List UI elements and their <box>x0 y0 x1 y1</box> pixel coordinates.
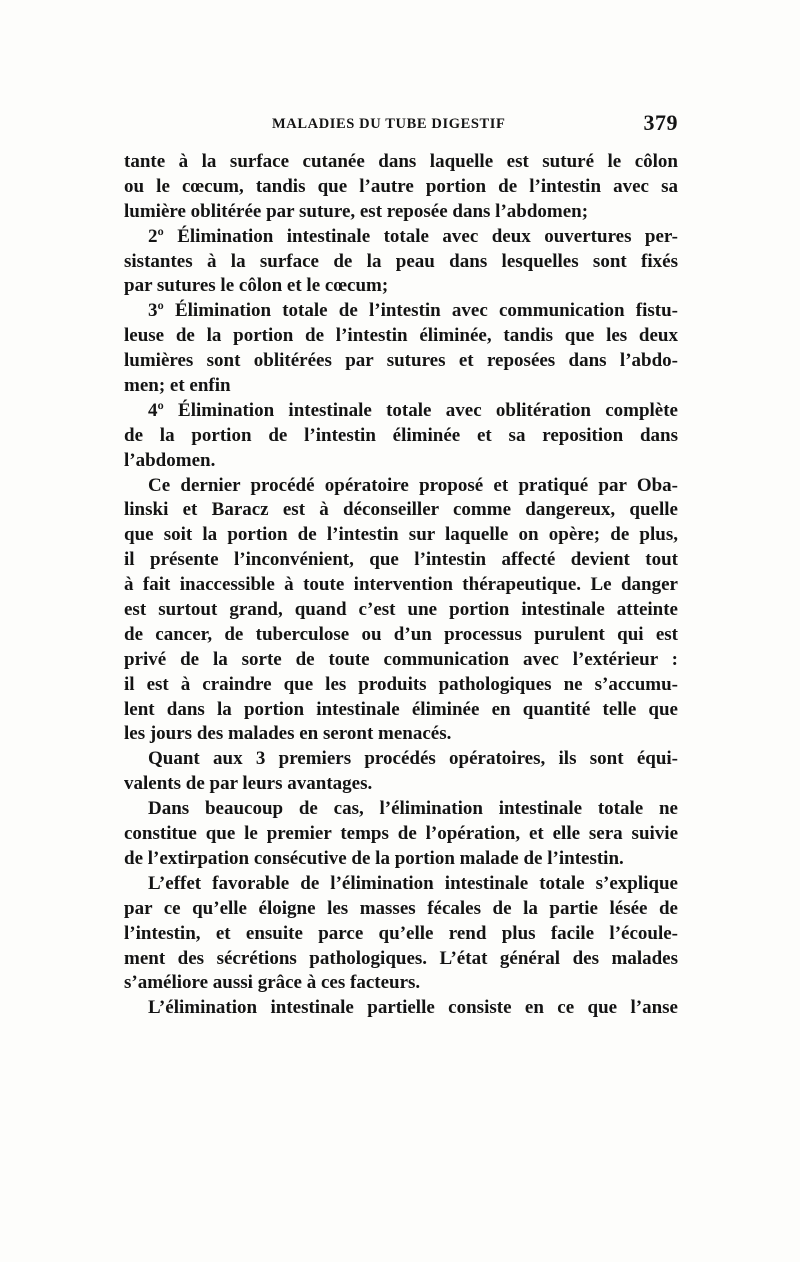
text-line: est surtout grand, quand c’est une portion intestinale atteinte <box>124 599 678 621</box>
text-line: les jours des malades en seront menacés. <box>124 723 452 745</box>
text-line: que soit la portion de l’intestin sur laquelle on opère; de plus, <box>124 524 678 546</box>
text-line: s’améliore aussi grâce à ces facteurs. <box>124 972 421 994</box>
body-text <box>124 150 678 1021</box>
text-line: l’abdomen. <box>124 449 216 471</box>
text-line: constitue que le premier temps de l’opération, et elle sera suivie <box>124 823 678 845</box>
text-line: par sutures le côlon et le cœcum; <box>124 275 389 297</box>
text-line: sistantes à la surface de la peau dans lesquelles sont fixés <box>124 250 678 272</box>
text-line: l’intestin, et ensuite parce qu’elle rend plus facile l’écoule- <box>124 922 678 944</box>
text-line: Quant aux 3 premiers procédés opératoires, ils sont équi- <box>148 748 678 770</box>
text-line: ou le cœcum, tandis que l’autre portion de l’intestin avec sa <box>124 175 678 197</box>
running-header <box>124 110 678 142</box>
text-line: lent dans la portion intestinale éliminée en quantité telle que <box>124 698 678 720</box>
text-line: il est à craindre que les produits pathologiques ne s’accumu- <box>124 673 678 695</box>
text-line: lumière oblitérée par suture, est reposée dans l’abdomen; <box>124 200 589 222</box>
page-number: 379 <box>643 110 678 135</box>
text-line: leuse de la portion de l’intestin éliminée, tandis que les deux <box>124 325 678 347</box>
text-line: privé de la sorte de toute communication avec l’extérieur : <box>124 648 678 670</box>
text-line: il présente l’inconvénient, que l’intestin affecté devient tout <box>124 549 678 571</box>
text-line: L’effet favorable de l’élimination intestinale totale s’explique <box>148 872 678 894</box>
text-line: de cancer, de tuberculose ou d’un processus purulent qui est <box>124 623 678 645</box>
text-line: par ce qu’elle éloigne les masses fécales de la partie lésée de <box>124 897 678 919</box>
text-line: tante à la surface cutanée dans laquelle est suturé le côlon <box>124 151 678 172</box>
text-line: à fait inaccessible à toute intervention thérapeutique. Le danger <box>124 574 678 596</box>
text-line: ment des sécrétions pathologiques. L’état général des malades <box>124 947 678 969</box>
text-line: de la portion de l’intestin éliminée et sa reposition dans <box>124 424 678 446</box>
text-line: 3º Élimination totale de l’intestin avec communication fistu- <box>148 300 678 322</box>
text-line: valents de par leurs avantages. <box>124 773 373 795</box>
text-line: linski et Baracz est à déconseiller comme dangereux, quelle <box>124 499 678 521</box>
text-line: men; et enfin <box>124 375 231 397</box>
text-line: lumières sont oblitérées par sutures et reposées dans l’abdo- <box>124 350 678 372</box>
text-line: Dans beaucoup de cas, l’élimination intestinale totale ne <box>148 798 678 820</box>
text-line: Ce dernier procédé opératoire proposé et pratiqué par Oba- <box>148 474 678 496</box>
running-title: MALADIES DU TUBE DIGESTIF <box>272 116 506 132</box>
text-line: de l’extirpation consécutive de la portion malade de l’intestin. <box>124 847 624 869</box>
text-line: L’élimination intestinale partielle consiste en ce que l’anse <box>148 997 678 1019</box>
text-line: 4º Élimination intestinale totale avec oblitération complète <box>148 399 678 421</box>
text-line: 2º Élimination intestinale totale avec deux ouvertures per- <box>148 225 678 247</box>
